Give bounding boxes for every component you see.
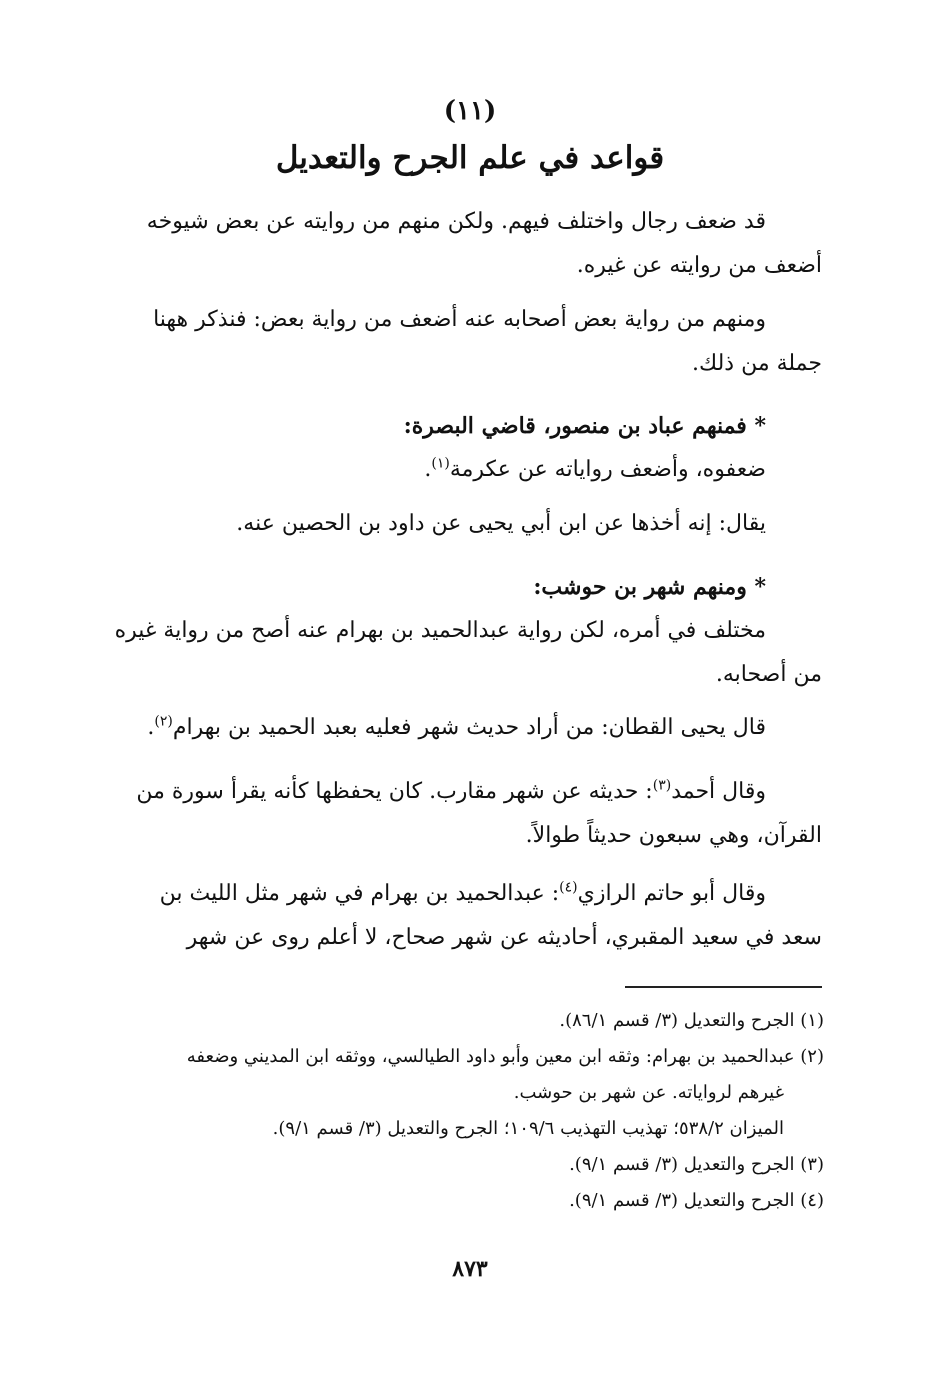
line-text: قال يحيى القطان: من أراد حديث شهر فعليه بعبد الحميد بن بهرام	[172, 715, 766, 740]
paragraph-intro	[112, 200, 822, 288]
paragraph-line: سعد في سعيد المقبري، أحاديثه عن شهر صحاح، لا أعلم روى عن شهر	[186, 925, 822, 950]
paragraph-qattan	[112, 706, 822, 750]
line-text: ضعفوه، وأضعف رواياته عن عكرمة	[449, 457, 766, 482]
section-heading: * ومنهم شهر بن حوشب:	[533, 574, 766, 600]
footnote-divider	[625, 986, 822, 988]
line-end: .	[147, 715, 155, 740]
paragraph-line: أضعف من روايته عن غيره.	[576, 253, 822, 278]
paragraph-line: ومنهم من رواية بعض أصحابه عنه أضعف من رواية بعض: فنذكر ههنا	[153, 307, 766, 332]
paragraph-second	[112, 298, 822, 386]
paragraph-line: من أصحابه.	[715, 662, 822, 687]
footnote-2-sources: الميزان ٥٣٨/٢؛ تهذيب التهذيب ١٠٩/٦؛ الجرح والتعديل (٣/ قسم ٩/١).	[272, 1118, 784, 1139]
footnotes	[112, 1003, 824, 1219]
paragraph-ahmad	[112, 770, 822, 858]
chapter-number: (١١)	[443, 96, 497, 126]
paragraph-line	[112, 770, 822, 814]
paragraph-line: القرآن، وهي سبعون حديثاً طوالاً.	[525, 823, 822, 848]
footnote-ref[interactable]: (١)	[431, 455, 450, 472]
footnote-2-cont: غيرهم لرواياته. عن شهر بن حوشب.	[513, 1082, 784, 1103]
paragraph-line	[112, 872, 822, 916]
paragraph-line: مختلف في أمره، لكن رواية عبدالحميد بن بهرام عنه أصح من رواية غيره	[114, 618, 766, 643]
line-text: : عبدالحميد بن بهرام في شهر مثل الليث بن	[159, 881, 560, 906]
paragraph-yuqal	[112, 502, 822, 546]
footnote-4: (٤) الجرح والتعديل (٣/ قسم ٩/١).	[569, 1190, 824, 1211]
footnote-ref[interactable]: (٤)	[559, 879, 578, 896]
footnote-ref[interactable]: (٣)	[652, 777, 672, 794]
line-end: .	[424, 457, 432, 482]
chapter-title: قواعد في علم الجرح والتعديل	[275, 140, 665, 176]
paragraph-abu-hatim	[112, 872, 822, 960]
line-text: وقال أبو حاتم الرازي	[577, 881, 766, 906]
page-number: ٨٧٣	[452, 1256, 488, 1282]
paragraph-line: جملة من ذلك.	[692, 351, 822, 376]
section-abbad	[112, 404, 822, 492]
paragraph-line	[112, 448, 822, 492]
paragraph-line: يقال: إنه أخذها عن ابن أبي يحيى عن داود بن الحصين عنه.	[236, 511, 766, 536]
footnote-3: (٣) الجرح والتعديل (٣/ قسم ٩/١).	[569, 1154, 824, 1175]
paragraph-line: قد ضعف رجال واختلف فيهم. ولكن منهم من روايته عن بعض شيوخه	[146, 209, 766, 234]
footnote-2: (٢) عبدالحميد بن بهرام: وثقه ابن معين وأبو داود الطيالسي، ووثقه ابن المديني وضعفه	[186, 1046, 824, 1067]
line-text: وقال أحمد	[671, 779, 766, 804]
section-heading: * فمنهم عباد بن منصور، قاضي البصرة:	[403, 413, 766, 439]
footnote-1: (١) الجرح والتعديل (٣/ قسم ٨٦/١).	[559, 1010, 824, 1031]
line-text: : حديثه عن شهر مقارب. كان يحفظها كأنه يقرأ سورة من	[136, 779, 653, 804]
paragraph-line	[112, 706, 822, 750]
footnote-ref[interactable]: (٢)	[154, 713, 173, 730]
section-shahr	[112, 565, 822, 697]
